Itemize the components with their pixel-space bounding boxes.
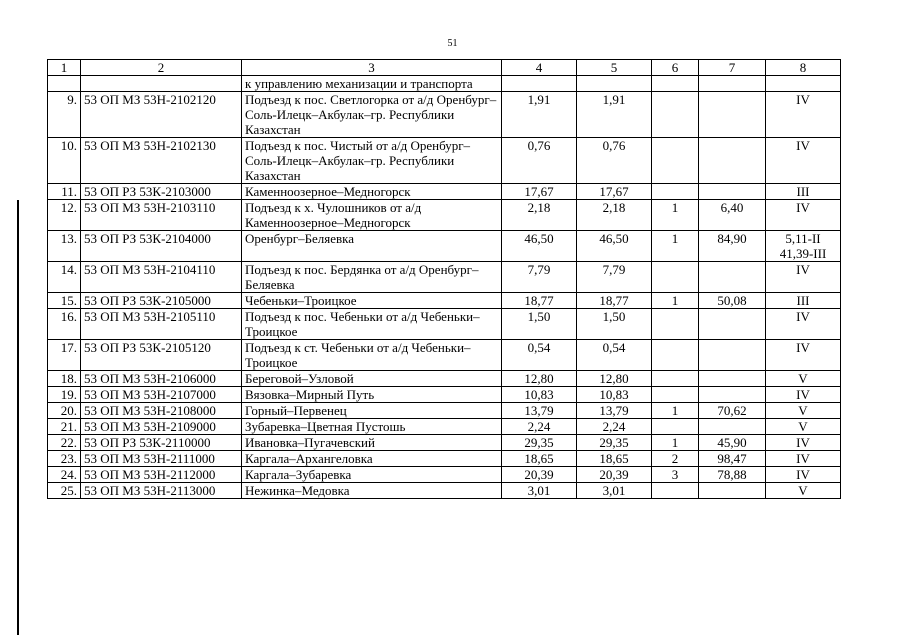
bridge-count [652, 76, 699, 92]
bridge-length [699, 371, 766, 387]
table-row [48, 231, 841, 262]
length-surface: 13,79 [577, 403, 652, 419]
road-category: III [766, 293, 841, 309]
column-header: 8 [766, 60, 841, 76]
length-total: 2,18 [502, 200, 577, 231]
row-number: 16. [48, 309, 81, 340]
road-category: III [766, 184, 841, 200]
road-name: Горный–Первенец [242, 403, 502, 419]
column-header: 5 [577, 60, 652, 76]
table-row [48, 200, 841, 231]
road-id-code: 53 ОП РЗ 53К-2110000 [81, 435, 242, 451]
roads-table [47, 59, 841, 499]
bridge-length [699, 262, 766, 293]
table-row [48, 483, 841, 499]
road-category: IV [766, 138, 841, 184]
bridge-count [652, 387, 699, 403]
length-surface [577, 76, 652, 92]
bridge-count: 2 [652, 451, 699, 467]
bridge-count: 1 [652, 231, 699, 262]
road-id-code: 53 ОП РЗ 53К-2103000 [81, 184, 242, 200]
row-number: 9. [48, 92, 81, 138]
bridge-length: 98,47 [699, 451, 766, 467]
length-total: 2,24 [502, 419, 577, 435]
road-name: Чебеньки–Троицкое [242, 293, 502, 309]
road-name: Каргала–Зубаревка [242, 467, 502, 483]
length-surface: 29,35 [577, 435, 652, 451]
row-number: 17. [48, 340, 81, 371]
road-name: Подъезд к пос. Бердянка от а/д Оренбург–Беляевка [242, 262, 502, 293]
row-number: 25. [48, 483, 81, 499]
row-number: 15. [48, 293, 81, 309]
length-total [502, 76, 577, 92]
table-row [48, 309, 841, 340]
column-header: 1 [48, 60, 81, 76]
bridge-count: 3 [652, 467, 699, 483]
road-name: Подъезд к пос. Светлогорка от а/д Оренбург–Соль-Илецк–Акбулак–гр. Республики Казахстан [242, 92, 502, 138]
column-header: 2 [81, 60, 242, 76]
table-row [48, 262, 841, 293]
bridge-count [652, 138, 699, 184]
road-category: IV [766, 340, 841, 371]
road-id-code: 53 ОП РЗ 53К-2105000 [81, 293, 242, 309]
bridge-count [652, 262, 699, 293]
road-name: Зубаревка–Цветная Пустошь [242, 419, 502, 435]
bridge-count [652, 483, 699, 499]
length-surface: 2,24 [577, 419, 652, 435]
road-category: V [766, 483, 841, 499]
road-name: к управлению механизации и транспорта [242, 76, 502, 92]
bridge-length [699, 387, 766, 403]
column-header: 4 [502, 60, 577, 76]
road-category: IV [766, 435, 841, 451]
road-name: Оренбург–Беляевка [242, 231, 502, 262]
bridge-count [652, 340, 699, 371]
bridge-length: 50,08 [699, 293, 766, 309]
bridge-count [652, 309, 699, 340]
road-name: Подъезд к ст. Чебеньки от а/д Чебеньки–Троицкое [242, 340, 502, 371]
road-name: Нежинка–Медовка [242, 483, 502, 499]
bridge-count: 1 [652, 403, 699, 419]
road-name: Каргала–Архангеловка [242, 451, 502, 467]
column-header: 7 [699, 60, 766, 76]
road-id-code: 53 ОП МЗ 53Н-2108000 [81, 403, 242, 419]
bridge-length: 84,90 [699, 231, 766, 262]
length-surface: 17,67 [577, 184, 652, 200]
length-total: 1,91 [502, 92, 577, 138]
bridge-length: 70,62 [699, 403, 766, 419]
table-row [48, 419, 841, 435]
column-header: 3 [242, 60, 502, 76]
row-number: 12. [48, 200, 81, 231]
road-category: IV [766, 200, 841, 231]
bridge-length [699, 138, 766, 184]
length-surface: 3,01 [577, 483, 652, 499]
road-category: V [766, 371, 841, 387]
road-name: Береговой–Узловой [242, 371, 502, 387]
length-total: 46,50 [502, 231, 577, 262]
length-surface: 0,54 [577, 340, 652, 371]
road-id-code: 53 ОП МЗ 53Н-2107000 [81, 387, 242, 403]
length-surface: 1,50 [577, 309, 652, 340]
length-total: 1,50 [502, 309, 577, 340]
table-row [48, 76, 841, 92]
row-number: 10. [48, 138, 81, 184]
table-row [48, 340, 841, 371]
row-number: 23. [48, 451, 81, 467]
road-name: Подъезд к пос. Чистый от а/д Оренбург–Соль-Илецк–Акбулак–гр. Республики Казахстан [242, 138, 502, 184]
road-id-code: 53 ОП МЗ 53Н-2113000 [81, 483, 242, 499]
scan-margin-line [17, 200, 19, 635]
table-row [48, 403, 841, 419]
road-category: IV [766, 451, 841, 467]
column-header: 6 [652, 60, 699, 76]
bridge-length [699, 184, 766, 200]
road-id-code: 53 ОП МЗ 53Н-2111000 [81, 451, 242, 467]
bridge-count: 1 [652, 435, 699, 451]
length-surface: 1,91 [577, 92, 652, 138]
bridge-length: 6,40 [699, 200, 766, 231]
road-id-code: 53 ОП МЗ 53Н-2102120 [81, 92, 242, 138]
table-row [48, 451, 841, 467]
road-id-code: 53 ОП МЗ 53Н-2102130 [81, 138, 242, 184]
length-total: 0,76 [502, 138, 577, 184]
length-surface: 20,39 [577, 467, 652, 483]
length-total: 0,54 [502, 340, 577, 371]
row-number: 20. [48, 403, 81, 419]
road-category: IV [766, 92, 841, 138]
table-row [48, 184, 841, 200]
road-name: Ивановка–Пугачевский [242, 435, 502, 451]
road-id-code: 53 ОП РЗ 53К-2104000 [81, 231, 242, 262]
road-name: Подъезд к х. Чулошников от а/д Каменноозерное–Медногорск [242, 200, 502, 231]
bridge-count: 1 [652, 200, 699, 231]
road-category: V [766, 419, 841, 435]
table-row [48, 435, 841, 451]
table-row [48, 138, 841, 184]
bridge-length [699, 309, 766, 340]
row-number: 21. [48, 419, 81, 435]
bridge-count [652, 371, 699, 387]
length-surface: 46,50 [577, 231, 652, 262]
length-total: 17,67 [502, 184, 577, 200]
row-number: 24. [48, 467, 81, 483]
road-id-code: 53 ОП МЗ 53Н-2112000 [81, 467, 242, 483]
bridge-count [652, 92, 699, 138]
road-id-code: 53 ОП МЗ 53Н-2109000 [81, 419, 242, 435]
table-row [48, 371, 841, 387]
length-total: 13,79 [502, 403, 577, 419]
header-row [48, 60, 841, 76]
length-total: 18,77 [502, 293, 577, 309]
length-total: 29,35 [502, 435, 577, 451]
bridge-count [652, 419, 699, 435]
length-total: 10,83 [502, 387, 577, 403]
road-category: IV [766, 262, 841, 293]
bridge-length: 78,88 [699, 467, 766, 483]
bridge-length [699, 340, 766, 371]
bridge-length [699, 419, 766, 435]
road-id-code: 53 ОП МЗ 53Н-2103110 [81, 200, 242, 231]
row-number: 19. [48, 387, 81, 403]
bridge-length: 45,90 [699, 435, 766, 451]
table-row [48, 387, 841, 403]
page-number: 51 [447, 38, 458, 49]
road-category: IV [766, 467, 841, 483]
road-name: Вязовка–Мирный Путь [242, 387, 502, 403]
length-surface: 18,65 [577, 451, 652, 467]
road-id-code: 53 ОП РЗ 53К-2105120 [81, 340, 242, 371]
road-name: Подъезд к пос. Чебеньки от а/д Чебеньки–Троицкое [242, 309, 502, 340]
length-surface: 18,77 [577, 293, 652, 309]
row-number: 13. [48, 231, 81, 262]
length-surface: 2,18 [577, 200, 652, 231]
length-total: 12,80 [502, 371, 577, 387]
bridge-count [652, 184, 699, 200]
road-id-code: 53 ОП МЗ 53Н-2106000 [81, 371, 242, 387]
road-category: V [766, 403, 841, 419]
road-category: 5,11-II 41,39-III [766, 231, 841, 262]
road-id-code: 53 ОП МЗ 53Н-2105110 [81, 309, 242, 340]
length-total: 18,65 [502, 451, 577, 467]
road-name: Каменноозерное–Медногорск [242, 184, 502, 200]
road-category: IV [766, 309, 841, 340]
length-surface: 12,80 [577, 371, 652, 387]
length-surface: 10,83 [577, 387, 652, 403]
bridge-length [699, 76, 766, 92]
length-total: 7,79 [502, 262, 577, 293]
table-body [48, 76, 841, 499]
row-number: 22. [48, 435, 81, 451]
road-id-code [81, 76, 242, 92]
road-category [766, 76, 841, 92]
table-row [48, 92, 841, 138]
bridge-count: 1 [652, 293, 699, 309]
table-row [48, 293, 841, 309]
row-number [48, 76, 81, 92]
row-number: 11. [48, 184, 81, 200]
bridge-length [699, 92, 766, 138]
row-number: 18. [48, 371, 81, 387]
bridge-length [699, 483, 766, 499]
row-number: 14. [48, 262, 81, 293]
road-id-code: 53 ОП МЗ 53Н-2104110 [81, 262, 242, 293]
length-total: 20,39 [502, 467, 577, 483]
length-total: 3,01 [502, 483, 577, 499]
road-category: IV [766, 387, 841, 403]
length-surface: 0,76 [577, 138, 652, 184]
table-row [48, 467, 841, 483]
length-surface: 7,79 [577, 262, 652, 293]
